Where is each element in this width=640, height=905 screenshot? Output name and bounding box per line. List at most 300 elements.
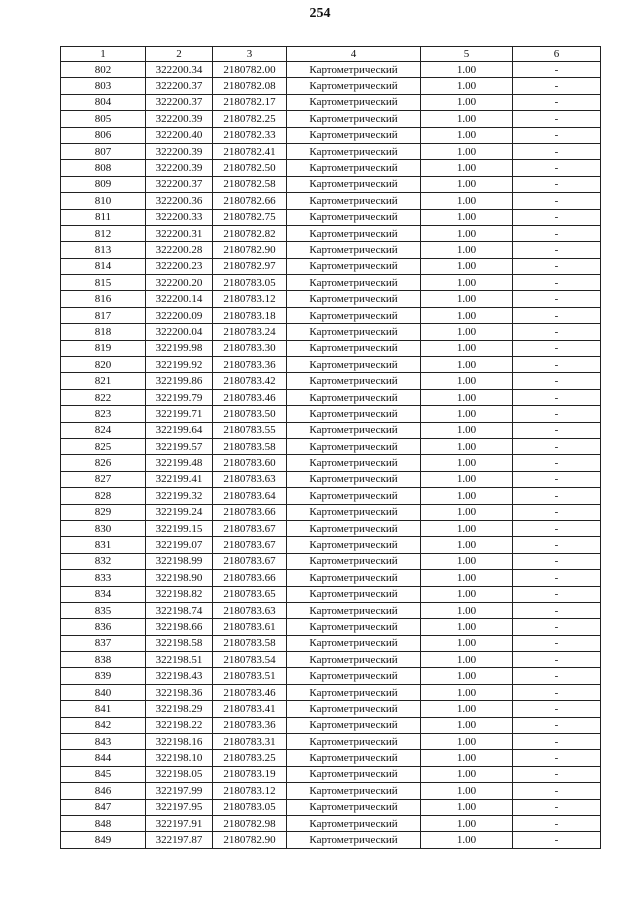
note-cell: - [513,799,601,815]
accuracy-cell: 1.00 [421,701,513,717]
x-coordinate-cell: 322199.15 [146,520,213,536]
accuracy-cell: 1.00 [421,340,513,356]
accuracy-cell: 1.00 [421,406,513,422]
method-cell: Картометрический [287,570,421,586]
table-row [61,111,601,127]
x-coordinate-cell: 322200.33 [146,209,213,225]
point-number-cell: 828 [61,488,146,504]
method-cell: Картометрический [287,340,421,356]
y-coordinate-cell: 2180783.58 [213,635,287,651]
y-coordinate-cell: 2180783.05 [213,275,287,291]
method-cell: Картометрический [287,815,421,831]
accuracy-cell: 1.00 [421,471,513,487]
accuracy-cell: 1.00 [421,652,513,668]
note-cell: - [513,373,601,389]
column-header: 5 [421,47,513,62]
x-coordinate-cell: 322200.14 [146,291,213,307]
accuracy-cell: 1.00 [421,373,513,389]
point-number-cell: 840 [61,684,146,700]
note-cell: - [513,520,601,536]
accuracy-cell: 1.00 [421,635,513,651]
accuracy-cell: 1.00 [421,520,513,536]
table-row [61,766,601,782]
x-coordinate-cell: 322198.66 [146,619,213,635]
point-number-cell: 842 [61,717,146,733]
x-coordinate-cell: 322200.09 [146,307,213,323]
method-cell: Картометрический [287,94,421,110]
point-number-cell: 826 [61,455,146,471]
y-coordinate-cell: 2180783.05 [213,799,287,815]
accuracy-cell: 1.00 [421,143,513,159]
x-coordinate-cell: 322198.51 [146,652,213,668]
table-row [61,684,601,700]
table-header-row [61,47,601,62]
note-cell: - [513,160,601,176]
note-cell: - [513,684,601,700]
table-row [61,160,601,176]
table-row [61,258,601,274]
point-number-cell: 820 [61,357,146,373]
x-coordinate-cell: 322200.04 [146,324,213,340]
y-coordinate-cell: 2180783.46 [213,389,287,405]
table-row [61,324,601,340]
coordinates-table [60,46,601,849]
point-number-cell: 810 [61,193,146,209]
table-row [61,62,601,78]
table-row [61,832,601,848]
point-number-cell: 843 [61,734,146,750]
x-coordinate-cell: 322199.98 [146,340,213,356]
table-row [61,209,601,225]
x-coordinate-cell: 322199.57 [146,438,213,454]
y-coordinate-cell: 2180782.97 [213,258,287,274]
point-number-cell: 849 [61,832,146,848]
x-coordinate-cell: 322200.28 [146,242,213,258]
point-number-cell: 834 [61,586,146,602]
method-cell: Картометрический [287,275,421,291]
x-coordinate-cell: 322198.22 [146,717,213,733]
table-row [61,570,601,586]
x-coordinate-cell: 322197.95 [146,799,213,815]
table-row [61,94,601,110]
x-coordinate-cell: 322199.24 [146,504,213,520]
y-coordinate-cell: 2180783.24 [213,324,287,340]
accuracy-cell: 1.00 [421,619,513,635]
x-coordinate-cell: 322200.37 [146,176,213,192]
y-coordinate-cell: 2180782.25 [213,111,287,127]
table-row [61,455,601,471]
y-coordinate-cell: 2180783.64 [213,488,287,504]
note-cell: - [513,291,601,307]
table-row [61,537,601,553]
point-number-cell: 841 [61,701,146,717]
accuracy-cell: 1.00 [421,684,513,700]
y-coordinate-cell: 2180783.18 [213,307,287,323]
note-cell: - [513,324,601,340]
accuracy-cell: 1.00 [421,783,513,799]
table-row [61,701,601,717]
note-cell: - [513,668,601,684]
method-cell: Картометрический [287,488,421,504]
accuracy-cell: 1.00 [421,258,513,274]
note-cell: - [513,832,601,848]
y-coordinate-cell: 2180783.67 [213,537,287,553]
point-number-cell: 829 [61,504,146,520]
method-cell: Картометрический [287,832,421,848]
y-coordinate-cell: 2180783.12 [213,291,287,307]
y-coordinate-cell: 2180783.41 [213,701,287,717]
method-cell: Картометрический [287,209,421,225]
table-row [61,586,601,602]
note-cell: - [513,783,601,799]
y-coordinate-cell: 2180783.25 [213,750,287,766]
x-coordinate-cell: 322199.41 [146,471,213,487]
point-number-cell: 816 [61,291,146,307]
accuracy-cell: 1.00 [421,62,513,78]
x-coordinate-cell: 322198.05 [146,766,213,782]
column-header: 2 [146,47,213,62]
note-cell: - [513,78,601,94]
point-number-cell: 824 [61,422,146,438]
method-cell: Картометрический [287,766,421,782]
method-cell: Картометрический [287,717,421,733]
y-coordinate-cell: 2180783.31 [213,734,287,750]
x-coordinate-cell: 322200.40 [146,127,213,143]
point-number-cell: 806 [61,127,146,143]
note-cell: - [513,389,601,405]
note-cell: - [513,258,601,274]
method-cell: Картометрический [287,471,421,487]
accuracy-cell: 1.00 [421,586,513,602]
note-cell: - [513,340,601,356]
note-cell: - [513,537,601,553]
y-coordinate-cell: 2180783.36 [213,717,287,733]
point-number-cell: 809 [61,176,146,192]
x-coordinate-cell: 322198.16 [146,734,213,750]
point-number-cell: 848 [61,815,146,831]
point-number-cell: 839 [61,668,146,684]
point-number-cell: 819 [61,340,146,356]
table-row [61,291,601,307]
note-cell: - [513,242,601,258]
table-row [61,471,601,487]
x-coordinate-cell: 322200.37 [146,94,213,110]
table-row [61,750,601,766]
point-number-cell: 831 [61,537,146,553]
method-cell: Картометрический [287,438,421,454]
point-number-cell: 837 [61,635,146,651]
note-cell: - [513,62,601,78]
method-cell: Картометрический [287,422,421,438]
table-row [61,717,601,733]
x-coordinate-cell: 322200.31 [146,225,213,241]
column-header: 6 [513,47,601,62]
accuracy-cell: 1.00 [421,570,513,586]
method-cell: Картометрический [287,291,421,307]
table-row [61,504,601,520]
x-coordinate-cell: 322197.87 [146,832,213,848]
point-number-cell: 802 [61,62,146,78]
method-cell: Картометрический [287,701,421,717]
x-coordinate-cell: 322200.23 [146,258,213,274]
note-cell: - [513,275,601,291]
x-coordinate-cell: 322200.39 [146,160,213,176]
point-number-cell: 814 [61,258,146,274]
x-coordinate-cell: 322199.64 [146,422,213,438]
note-cell: - [513,815,601,831]
note-cell: - [513,701,601,717]
accuracy-cell: 1.00 [421,815,513,831]
point-number-cell: 844 [61,750,146,766]
method-cell: Картометрический [287,143,421,159]
method-cell: Картометрический [287,225,421,241]
table-row [61,307,601,323]
accuracy-cell: 1.00 [421,176,513,192]
y-coordinate-cell: 2180783.12 [213,783,287,799]
note-cell: - [513,209,601,225]
y-coordinate-cell: 2180782.82 [213,225,287,241]
x-coordinate-cell: 322197.99 [146,783,213,799]
table-row [61,78,601,94]
point-number-cell: 827 [61,471,146,487]
accuracy-cell: 1.00 [421,225,513,241]
note-cell: - [513,504,601,520]
y-coordinate-cell: 2180782.66 [213,193,287,209]
y-coordinate-cell: 2180783.63 [213,471,287,487]
accuracy-cell: 1.00 [421,275,513,291]
y-coordinate-cell: 2180783.67 [213,520,287,536]
note-cell: - [513,717,601,733]
accuracy-cell: 1.00 [421,209,513,225]
method-cell: Картометрический [287,111,421,127]
method-cell: Картометрический [287,734,421,750]
note-cell: - [513,602,601,618]
y-coordinate-cell: 2180783.66 [213,504,287,520]
method-cell: Картометрический [287,520,421,536]
point-number-cell: 817 [61,307,146,323]
y-coordinate-cell: 2180783.61 [213,619,287,635]
y-coordinate-cell: 2180783.36 [213,357,287,373]
method-cell: Картометрический [287,406,421,422]
y-coordinate-cell: 2180783.50 [213,406,287,422]
note-cell: - [513,438,601,454]
note-cell: - [513,488,601,504]
table-row [61,176,601,192]
method-cell: Картометрический [287,684,421,700]
table-row [61,357,601,373]
y-coordinate-cell: 2180783.46 [213,684,287,700]
method-cell: Картометрический [287,193,421,209]
point-number-cell: 808 [61,160,146,176]
y-coordinate-cell: 2180783.65 [213,586,287,602]
accuracy-cell: 1.00 [421,488,513,504]
method-cell: Картометрический [287,537,421,553]
y-coordinate-cell: 2180782.33 [213,127,287,143]
table-row [61,242,601,258]
note-cell: - [513,455,601,471]
x-coordinate-cell: 322197.91 [146,815,213,831]
accuracy-cell: 1.00 [421,734,513,750]
y-coordinate-cell: 2180783.51 [213,668,287,684]
point-number-cell: 830 [61,520,146,536]
method-cell: Картометрический [287,504,421,520]
x-coordinate-cell: 322199.07 [146,537,213,553]
y-coordinate-cell: 2180783.63 [213,602,287,618]
note-cell: - [513,734,601,750]
accuracy-cell: 1.00 [421,389,513,405]
x-coordinate-cell: 322198.74 [146,602,213,618]
note-cell: - [513,143,601,159]
accuracy-cell: 1.00 [421,324,513,340]
x-coordinate-cell: 322200.39 [146,143,213,159]
note-cell: - [513,471,601,487]
y-coordinate-cell: 2180782.17 [213,94,287,110]
point-number-cell: 804 [61,94,146,110]
x-coordinate-cell: 322199.79 [146,389,213,405]
table-row [61,406,601,422]
table-row [61,734,601,750]
x-coordinate-cell: 322200.39 [146,111,213,127]
method-cell: Картометрический [287,176,421,192]
method-cell: Картометрический [287,455,421,471]
method-cell: Картометрический [287,652,421,668]
accuracy-cell: 1.00 [421,111,513,127]
note-cell: - [513,127,601,143]
note-cell: - [513,422,601,438]
y-coordinate-cell: 2180783.55 [213,422,287,438]
method-cell: Картометрический [287,586,421,602]
point-number-cell: 845 [61,766,146,782]
x-coordinate-cell: 322198.43 [146,668,213,684]
x-coordinate-cell: 322198.10 [146,750,213,766]
method-cell: Картометрический [287,373,421,389]
table-row [61,340,601,356]
table-row [61,815,601,831]
y-coordinate-cell: 2180783.66 [213,570,287,586]
x-coordinate-cell: 322198.29 [146,701,213,717]
column-header: 4 [287,47,421,62]
method-cell: Картометрический [287,127,421,143]
accuracy-cell: 1.00 [421,832,513,848]
note-cell: - [513,94,601,110]
point-number-cell: 805 [61,111,146,127]
table-row [61,389,601,405]
page-number: 254 [309,6,331,21]
note-cell: - [513,357,601,373]
accuracy-cell: 1.00 [421,78,513,94]
x-coordinate-cell: 322200.34 [146,62,213,78]
accuracy-cell: 1.00 [421,602,513,618]
method-cell: Картометрический [287,62,421,78]
point-number-cell: 836 [61,619,146,635]
y-coordinate-cell: 2180782.75 [213,209,287,225]
method-cell: Картометрический [287,307,421,323]
point-number-cell: 847 [61,799,146,815]
table-row [61,438,601,454]
accuracy-cell: 1.00 [421,668,513,684]
point-number-cell: 823 [61,406,146,422]
accuracy-cell: 1.00 [421,717,513,733]
point-number-cell: 825 [61,438,146,454]
note-cell: - [513,176,601,192]
x-coordinate-cell: 322199.92 [146,357,213,373]
x-coordinate-cell: 322199.32 [146,488,213,504]
table-row [61,275,601,291]
y-coordinate-cell: 2180782.58 [213,176,287,192]
accuracy-cell: 1.00 [421,307,513,323]
table-body [61,62,601,849]
table-row [61,127,601,143]
point-number-cell: 838 [61,652,146,668]
accuracy-cell: 1.00 [421,242,513,258]
table-row [61,619,601,635]
point-number-cell: 818 [61,324,146,340]
accuracy-cell: 1.00 [421,537,513,553]
note-cell: - [513,635,601,651]
accuracy-cell: 1.00 [421,766,513,782]
x-coordinate-cell: 322200.36 [146,193,213,209]
y-coordinate-cell: 2180782.98 [213,815,287,831]
method-cell: Картометрический [287,242,421,258]
note-cell: - [513,570,601,586]
table-row [61,422,601,438]
accuracy-cell: 1.00 [421,799,513,815]
x-coordinate-cell: 322199.86 [146,373,213,389]
x-coordinate-cell: 322200.20 [146,275,213,291]
table-row [61,373,601,389]
accuracy-cell: 1.00 [421,438,513,454]
y-coordinate-cell: 2180783.60 [213,455,287,471]
note-cell: - [513,193,601,209]
point-number-cell: 822 [61,389,146,405]
y-coordinate-cell: 2180783.42 [213,373,287,389]
x-coordinate-cell: 322199.71 [146,406,213,422]
point-number-cell: 835 [61,602,146,618]
accuracy-cell: 1.00 [421,127,513,143]
accuracy-cell: 1.00 [421,94,513,110]
x-coordinate-cell: 322198.82 [146,586,213,602]
x-coordinate-cell: 322198.58 [146,635,213,651]
note-cell: - [513,406,601,422]
x-coordinate-cell: 322199.48 [146,455,213,471]
table-row [61,635,601,651]
method-cell: Картометрический [287,750,421,766]
y-coordinate-cell: 2180783.58 [213,438,287,454]
accuracy-cell: 1.00 [421,750,513,766]
table-row [61,799,601,815]
note-cell: - [513,111,601,127]
method-cell: Картометрический [287,357,421,373]
point-number-cell: 813 [61,242,146,258]
point-number-cell: 803 [61,78,146,94]
accuracy-cell: 1.00 [421,291,513,307]
accuracy-cell: 1.00 [421,357,513,373]
note-cell: - [513,652,601,668]
point-number-cell: 821 [61,373,146,389]
table-row [61,520,601,536]
point-number-cell: 815 [61,275,146,291]
point-number-cell: 811 [61,209,146,225]
method-cell: Картометрический [287,78,421,94]
method-cell: Картометрический [287,324,421,340]
y-coordinate-cell: 2180782.08 [213,78,287,94]
accuracy-cell: 1.00 [421,160,513,176]
point-number-cell: 807 [61,143,146,159]
method-cell: Картометрический [287,160,421,176]
y-coordinate-cell: 2180782.90 [213,832,287,848]
y-coordinate-cell: 2180782.00 [213,62,287,78]
accuracy-cell: 1.00 [421,193,513,209]
